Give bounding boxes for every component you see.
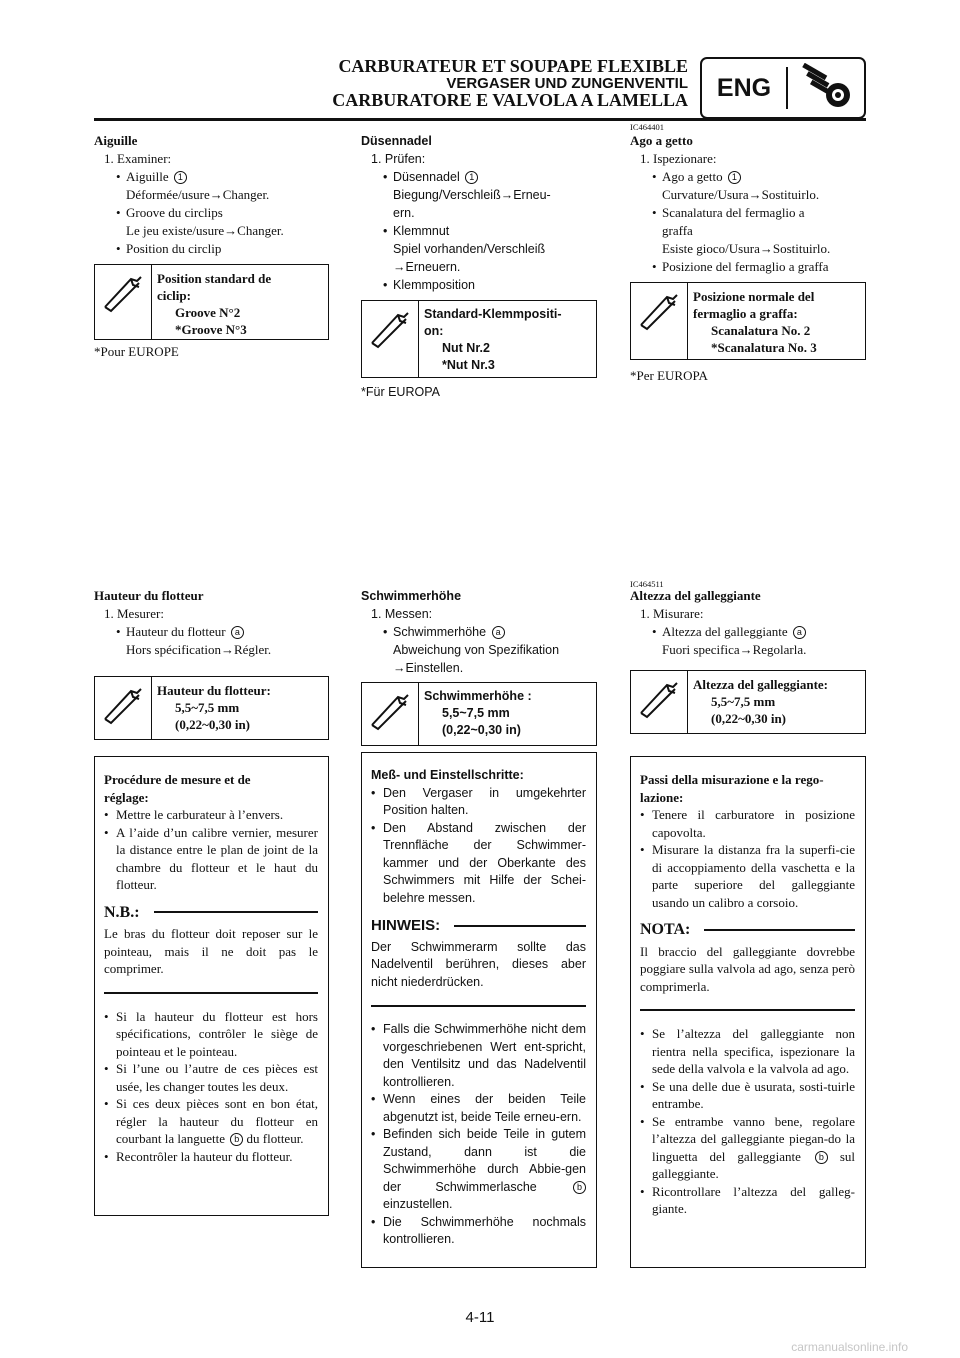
procedure-step: • Si l’une ou l’autre de ces pièces est usée, les changer toutes les deux.: [104, 1060, 318, 1095]
page-header: [332, 58, 688, 109]
procedure-step: • Tenere il carburatore in posizione capovolta.: [640, 806, 855, 841]
spec-label: fermaglio a graffa:: [693, 306, 798, 321]
note-text: Le bras du flotteur doit reposer sur le pointeau, mais il ne doit pas le comprimer.: [104, 926, 318, 976]
item-detail: Esiste gioco/Usura→Sostituirlo.: [662, 241, 831, 256]
header-line-de: VERGASER UND ZUNGENVENTIL: [446, 75, 688, 92]
item-detail: →Erneuern.: [393, 260, 461, 274]
procedure-step: • Si ces deux pièces sont en bon état, régler la hauteur du flotteur en courbant la languette b du flotteur.: [104, 1095, 318, 1148]
procedure-step: • Si la hauteur du flotteur est hors spécifications, contrôler le siège de pointeau et le pointeau.: [104, 1008, 318, 1061]
procedure-step: • Die Schwimmerhöhe nochmals kontrollieren.: [371, 1214, 586, 1249]
item-detail: Biegung/Verschleiß→Erneu-: [393, 188, 551, 202]
wrench-spec-icon: [637, 291, 681, 331]
item-detail: Le jeu existe/usure→Changer.: [126, 223, 284, 238]
spec-box: [361, 682, 597, 746]
ref-marker: 1: [728, 171, 741, 184]
ref-marker: a: [492, 626, 505, 639]
ref-marker: a: [231, 626, 244, 639]
item-detail: Curvature/Usura→Sostituirlo.: [662, 187, 820, 202]
list-item: • Aiguille 1: [94, 168, 329, 186]
ref-marker: b: [230, 1133, 243, 1146]
procedure-step: • Wenn eines der beiden Teile abgenutzt ist, beide Teile erneu-ern.: [371, 1091, 586, 1126]
spec-icon-cell: [631, 283, 688, 359]
section-title: Düsennadel: [361, 134, 432, 148]
item-detail: ern.: [393, 206, 415, 220]
spec-label: Hauteur du flotteur:: [157, 683, 271, 698]
procedure-step: • Falls die Schwimmerhöhe nicht dem vorgeschriebenen Wert ent-spricht, den Ventilsitz und das Nadelventil kontrollieren.: [371, 1021, 586, 1091]
spec-icon-cell: [95, 265, 152, 339]
note-separator: [640, 1009, 855, 1011]
step: 1. Ispezionare:: [640, 151, 717, 166]
spec-value: 5,5~7,5 mm: [175, 700, 240, 715]
spec-value: (0,22~0,30 in): [711, 711, 787, 726]
badge-divider: [786, 67, 788, 109]
spec-value: (0,22~0,30 in): [442, 723, 521, 737]
spec-value: 5,5~7,5 mm: [711, 694, 776, 709]
note-text: Der Schwimmerarm sollte das Nadelventil berühren, dieses aber nicht niederdrücken.: [371, 939, 586, 989]
spec-value: Nut Nr.2: [442, 341, 490, 355]
wrench-spec-icon: [101, 273, 145, 313]
step: 1. Misurare:: [640, 606, 704, 621]
spec-value: Groove N°2: [175, 305, 241, 320]
procedure-title: lazione:: [640, 789, 684, 805]
spec-value: *Nut Nr.3: [442, 358, 495, 372]
engine-wrench-icon: [796, 63, 856, 113]
list-item: • Hauteur du flotteur a: [94, 623, 329, 641]
spec-box: [630, 670, 866, 734]
item-detail: Fuori specifica→Regolarla.: [662, 642, 807, 657]
spec-label: Posizione normale del: [693, 289, 815, 304]
procedure-step: • Ricontrollare l’altezza del galleg-giante.: [640, 1183, 855, 1218]
item-detail: Spiel vorhanden/Verschleiß: [393, 242, 546, 256]
section-badge: [700, 57, 866, 119]
procedure-title: Meß- und Einstellschritte:: [371, 768, 524, 782]
note-heading: N.B.:: [104, 904, 318, 922]
spec-value: 5,5~7,5 mm: [442, 706, 510, 720]
wrench-spec-icon: [101, 685, 145, 725]
item-detail: Déformée/usure→Changer.: [126, 187, 270, 202]
procedure-step: • Se entrambe vanno bene, regolare l’altezza del galleggiante piegan-do la linguetta del galleggiante b sul galleggiante.: [640, 1113, 855, 1183]
list-item: • Altezza del galleggiante a: [630, 623, 866, 641]
procedure-title: réglage:: [104, 789, 149, 805]
ref-marker: b: [573, 1181, 586, 1194]
list-item: • Posizione del fermaglio a graffa: [630, 258, 866, 276]
section-code: IC464401: [630, 122, 664, 132]
spec-icon-cell: [631, 671, 688, 733]
ref-marker: a: [793, 626, 806, 639]
list-item: • Position du circlip: [94, 240, 329, 258]
spec-value: (0,22~0,30 in): [175, 717, 251, 732]
spec-box: [94, 676, 329, 740]
section-title: Altezza del galleggiante: [630, 588, 761, 603]
spec-label: ciclip:: [157, 288, 191, 303]
step: 1. Prüfen:: [371, 152, 426, 166]
procedure-step: • Mettre le carburateur à l’envers.: [104, 806, 318, 824]
list-item: • Groove du circlips: [94, 204, 329, 222]
header-line-it: CARBURATORE E VALVOLA A LAMELLA: [332, 90, 688, 110]
procedure-step: • Den Abstand zwischen der Trennfläche der Schwimmer-kammer und der Oberkante des Schwimmers mit Hilfe der Schei-belehre messen.: [371, 820, 586, 908]
spec-label: Altezza del galleggiante:: [693, 677, 829, 692]
wrench-spec-icon: [368, 691, 412, 731]
step: 1. Messen:: [371, 607, 433, 621]
procedure-step: • Den Vergaser in umgekehrter Position halten.: [371, 785, 586, 820]
spec-label: Standard-Klemmpositi-: [424, 307, 562, 321]
it-float-section: [630, 587, 866, 659]
footnote: *Pour EUROPE: [94, 344, 179, 359]
wrench-spec-icon: [368, 309, 412, 349]
spec-icon-cell: [95, 677, 152, 739]
de-float-section: [361, 587, 597, 677]
ref-marker: b: [815, 1151, 828, 1164]
spec-icon-cell: [362, 301, 419, 377]
ref-marker: 1: [465, 171, 478, 184]
procedure-step: • Misurare la distanza fra la superfi-cie di accoppiamento della vaschetta e la parte superiore del galleggiante usando un calibro a corsoio.: [640, 841, 855, 911]
procedure-box: [630, 756, 866, 1268]
list-item: • Klemmposition: [361, 276, 597, 294]
section-badge-label: ENG: [716, 74, 772, 102]
item-detail: graffa: [662, 223, 693, 238]
item-detail: Abweichung von Spezifikation: [393, 643, 560, 657]
procedure-step: • Recontrôler la hauteur du flotteur.: [104, 1148, 318, 1166]
procedure-step: • Se l’altezza del galleggiante non rientra nella specifica, ispezionare la sede della valvola e la valvola ad ago.: [640, 1025, 855, 1078]
footnote: *Für EUROPA: [361, 385, 440, 399]
procedure-step: • Se una delle due è usurata, sosti-tuirle entrambe.: [640, 1078, 855, 1113]
spec-label: Position standard de: [157, 271, 272, 286]
note-separator: [371, 1005, 586, 1007]
spec-value: *Scanalatura No. 3: [711, 340, 817, 355]
header-rule: [94, 118, 866, 121]
list-item: • Scanalatura del fermaglio a: [630, 204, 866, 222]
step: 1. Mesurer:: [104, 606, 164, 621]
procedure-box: [94, 756, 329, 1216]
step: 1. Examiner:: [104, 151, 172, 166]
watermark: carmanualsonline.info: [791, 1340, 908, 1354]
list-item: • Ago a getto 1: [630, 168, 866, 186]
ref-marker: 1: [174, 171, 187, 184]
item-detail: →Einstellen.: [393, 661, 464, 675]
spec-box: [94, 264, 329, 340]
list-item: • Schwimmerhöhe a: [361, 623, 597, 641]
fr-needle-section: [94, 132, 329, 258]
spec-value: Scanalatura No. 2: [711, 323, 811, 338]
section-title: Hauteur du flotteur: [94, 588, 204, 603]
list-item: • Klemmnut: [361, 222, 597, 240]
spec-box: [361, 300, 597, 378]
procedure-box: [361, 752, 597, 1268]
spec-box: [630, 282, 866, 360]
section-title: Aiguille: [94, 133, 138, 148]
section-title: Ago a getto: [630, 133, 693, 148]
procedure-step: • A l’aide d’un calibre vernier, mesurer la distance entre le plan de joint de la chambre du flotteur et le haut du flotteur.: [104, 824, 318, 894]
procedure-title: Passi della misurazione e la rego-: [640, 772, 824, 787]
page-number: 4-11: [465, 1309, 495, 1326]
it-needle-section: [630, 132, 866, 276]
list-item: • Düsennadel 1: [361, 168, 597, 186]
note-heading: HINWEIS:: [371, 917, 586, 935]
spec-label: Schwimmerhöhe :: [424, 689, 532, 703]
section-code: IC464511: [630, 579, 664, 589]
item-detail: Hors spécification→Régler.: [126, 642, 272, 657]
spec-value: *Groove N°3: [175, 322, 247, 337]
wrench-spec-icon: [637, 679, 681, 719]
de-needle-section: [361, 132, 597, 294]
header-line-fr: CARBURATEUR ET SOUPAPE FLEXIBLE: [338, 56, 688, 76]
fr-float-section: [94, 587, 329, 659]
note-separator: [104, 992, 318, 994]
note-heading: NOTA:: [640, 921, 855, 939]
spec-icon-cell: [362, 683, 419, 745]
procedure-step: • Befinden sich beide Teile in gutem Zustand, dann ist die Schwimmerhöhe durch Abbie-gen der Schwimmerlasche b einzustellen.: [371, 1126, 586, 1214]
note-text: Il braccio del galleggiante dovrebbe poggiare sulla valvola ad ago, senza però comprimerla.: [640, 943, 855, 994]
footnote: *Per EUROPA: [630, 368, 708, 383]
spec-label: on:: [424, 324, 444, 338]
section-title: Schwimmerhöhe: [361, 589, 462, 603]
procedure-title: Procédure de mesure et de: [104, 772, 251, 787]
